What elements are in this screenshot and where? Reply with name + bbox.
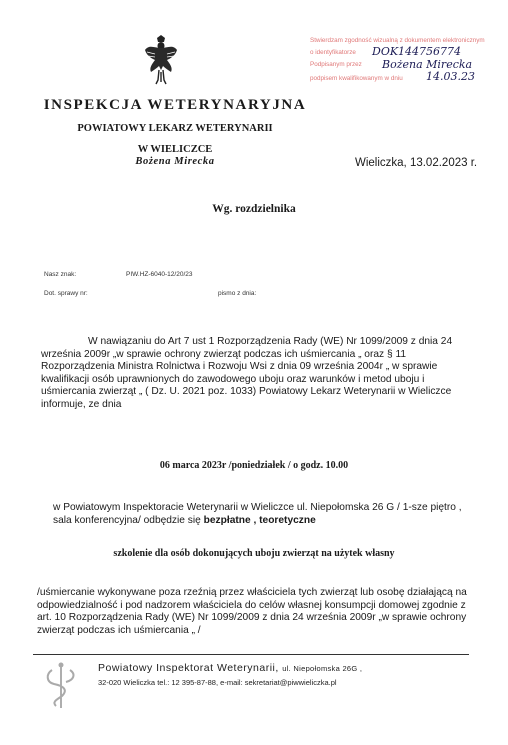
stamp-signer-label: Podpisanym przez bbox=[310, 61, 362, 68]
footer-contact: 32-020 Wieliczka tel.: 12 395-87-88, e-mail: sekretariat@piwwieliczka.pl bbox=[98, 678, 337, 687]
definition-line: zwierząt podczas ich uśmiercania „ / bbox=[37, 624, 201, 636]
officer-name: Bożena Mirecka bbox=[135, 156, 215, 167]
paragraph-line: informuje, ze dnia bbox=[41, 398, 122, 410]
veterinary-caduceus-icon bbox=[38, 660, 84, 712]
footer-divider bbox=[33, 654, 469, 655]
institution-title: INSPEKCJA WETERYNARYJNA bbox=[43, 97, 307, 113]
footer-org-line bbox=[98, 662, 362, 674]
definition-line: /uśmiercanie wykonywane poza rzeźnią przez właściciela tych zwierząt lub osobę działającą na bbox=[37, 587, 467, 598]
our-ref-value: PIW.HZ-6040-12/20/23 bbox=[126, 271, 193, 278]
recipient-line: Wg. rozdzielnika bbox=[212, 203, 296, 215]
paragraph-line: uśmiercania zwierząt „ ( Dz. U. 2021 poz. 1033) Powiatowy Lekarz Weterynarii w Wieliczce bbox=[41, 386, 452, 398]
our-ref-label: Nasz znak: bbox=[44, 271, 77, 278]
footer-org: Powiatowy Inspektorat Weterynarii, bbox=[98, 662, 279, 674]
stamp-date-value: 14.03.23 bbox=[426, 70, 475, 83]
location-paragraph bbox=[53, 502, 493, 527]
paragraph-line: kwalifikacji osób uprawnionych do zawodowego uboju oraz warunków i metod uboju i bbox=[41, 373, 425, 385]
definition-paragraph bbox=[37, 587, 487, 637]
footer-street: ul. Niepołomska 26G , bbox=[282, 664, 363, 673]
event-date: 06 marca 2023r /poniedziałek / o godz. 10.00 bbox=[159, 460, 349, 471]
office-title: POWIATOWY LEKARZ WETERYNARII bbox=[77, 123, 273, 134]
paragraph-line: W nawiązaniu do Art 7 ust 1 Rozporządzenia Rady (WE) Nr 1099/2009 z dnia 24 bbox=[88, 336, 453, 347]
verification-stamp bbox=[310, 38, 506, 88]
eagle-emblem-icon bbox=[143, 34, 179, 88]
office-city: W WIELICZCE bbox=[137, 144, 213, 155]
paragraph-line: Rozporządzenia Ministra Rolnictwa i Rozwoju Wsi z dnia 09 września 2004r „ w sprawie bbox=[41, 361, 438, 373]
letter-date-ref-label: pismo z dnia: bbox=[218, 290, 257, 297]
stamp-signer-value: Bożena Mirecka bbox=[382, 58, 473, 71]
location-line: sala konferencyjna/ odbędzie się bbox=[53, 514, 201, 526]
definition-line: odpowiedzialność i pod nadzorem właściciela do celów własnej konsumpcji domowej zgodnie z bbox=[37, 599, 466, 611]
stamp-date-label: podpisem kwalifikowanym w dniu bbox=[310, 75, 403, 82]
definition-line: art. 10 Rozporządzenia Rady (WE) Nr 1099/2009 z dnia 24 września 2009r „w sprawie ochrony bbox=[37, 612, 467, 624]
stamp-id-value: DOK144756774 bbox=[372, 45, 462, 58]
intro-paragraph bbox=[41, 336, 481, 412]
stamp-id-label: o identyfikatorze bbox=[310, 49, 356, 56]
your-ref-label: Dot. sprawy nr: bbox=[44, 290, 88, 297]
letter-date: Wieliczka, 13.02.2023 r. bbox=[355, 157, 478, 169]
training-title: szkolenie dla osób dokonujących uboju zwierząt na użytek własny bbox=[113, 548, 395, 559]
location-line: w Powiatowym Inspektoracie Weterynarii w Wieliczce ul. Niepołomska 26 G / 1-sze piętro , bbox=[53, 502, 462, 513]
paragraph-line: września 2009r „w sprawie ochrony zwierząt podczas ich uśmiercania „ oraz § 11 bbox=[41, 348, 407, 360]
stamp-line-1: Stwierdzam zgodność wizualną z dokumentem elektronicznym bbox=[310, 37, 485, 44]
training-type: bezpłatne , teoretyczne bbox=[203, 514, 316, 526]
